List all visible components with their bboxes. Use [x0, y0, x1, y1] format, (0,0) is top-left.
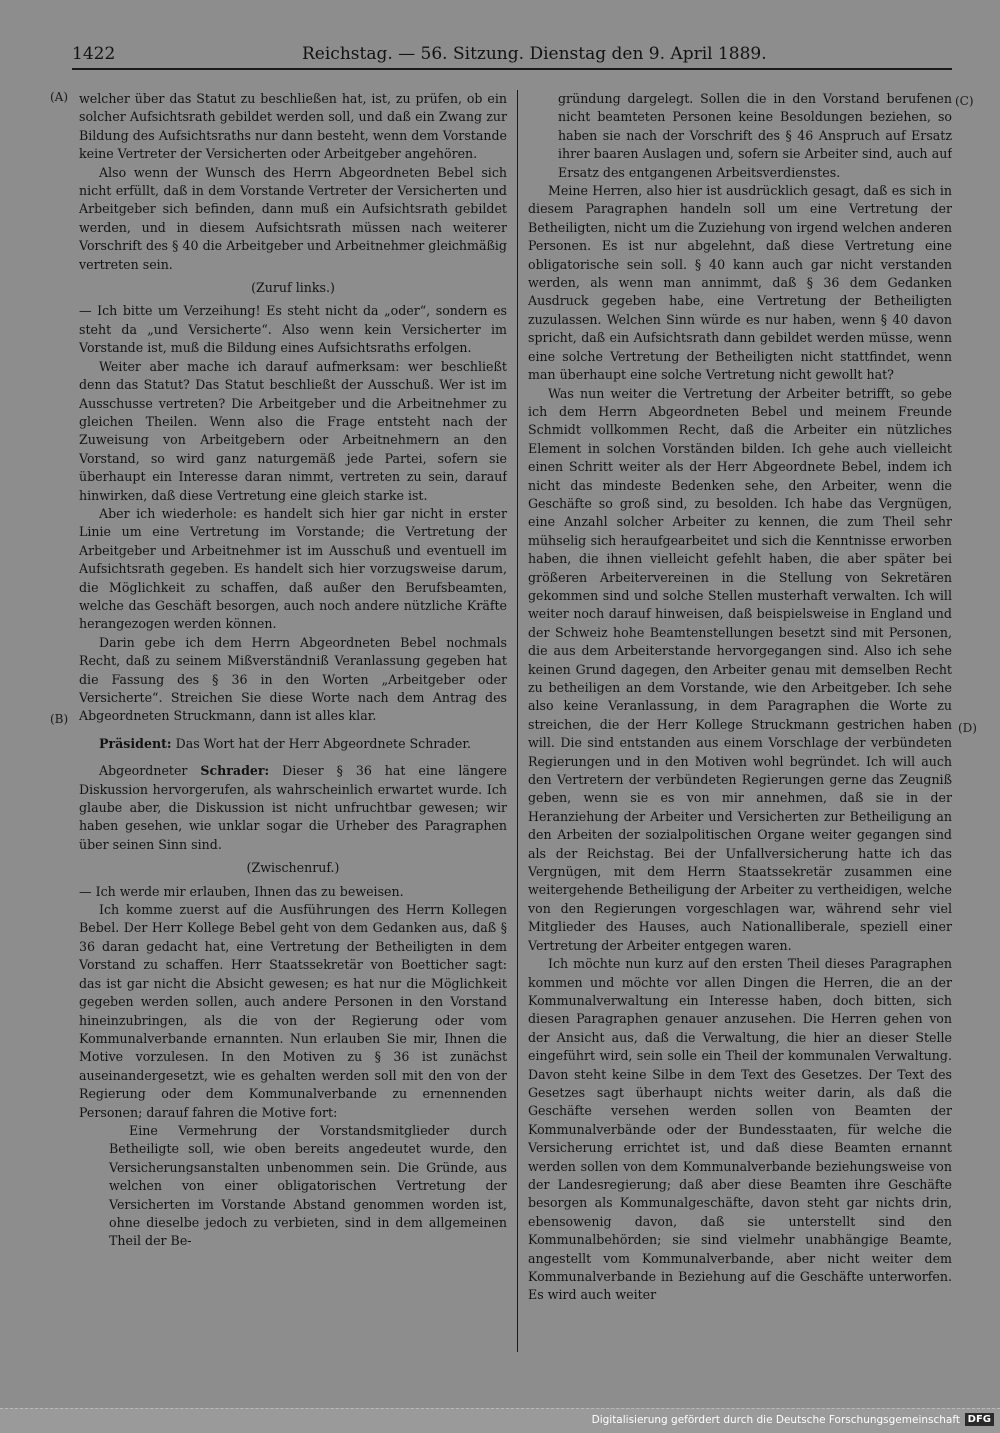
dfg-logo: DFG — [965, 1413, 994, 1426]
page-number: 1422 — [72, 44, 116, 64]
paragraph: Darin gebe ich dem Herrn Abgeordneten Bebel nochmals Recht, daß zu seinem Mißverständniß Veranlassung gegeben hat die Fassung des § 36 in den Worten „Arbeitgeber oder Versicherte“. Streichen Sie diese Worte nach dem Antrag des Abgeordneten Struckmann, dann ist alles klar. — [79, 634, 507, 724]
footer-bar — [0, 1408, 1000, 1433]
paragraph: Ich komme zuerst auf die Ausführungen des Herrn Kollegen Bebel. Der Herr Kollege Bebel geht von dem Gedanken aus, daß § 36 daran gedacht hat, eine Vertretung der Betheiligten in dem Vorstand zu schaffen. Herr Staatssekretär von Boetticher sagt: das ist gar nicht die Absicht gewesen; es hat nur die Möglichkeit gegeben werden sollen, auch andere Personen in den Vorstand hineinzubringen, als die von der Regierung oder vom Kommunalverbande ernannten. Nun erlauben Sie mir, Ihnen die Motive vorzulesen. In den Motiven zu § 36 ist zunächst auseinandergesetzt, wie es gehalten werden soll mit den von der Regierung oder dem Kommunalverbande zu ernennenden Personen; darauf fahren die Motive fort: — [79, 902, 507, 1120]
margin-marker-b: (B) — [50, 712, 69, 726]
paragraph: Was nun weiter die Vertretung der Arbeiter betrifft, so gebe ich dem Herrn Abgeordneten Bebel und meinem Freunde Schmidt vollkommen Recht, daß die Arbeiter ein nützliches Element in solchen Vorständen bilden. Ich gehe auch vielleicht einen Schritt weiter als der Herr Abgeordnete Bebel, indem ich nicht das mindeste Bedenken sehe, den Arbeiter, wenn die Geschäfte so groß sind, zu besolden. Ich habe das Vergnügen, eine Anzahl solcher Arbeiter zu kennen, die zum Theil sehr mühselig sich heraufgearbeitet und sich die Kenntnisse erworben haben, die ihnen vielleicht gefehlt haben, die aber später bei größeren Arbeitervereinen in die Stellung von Sekretären gekommen sind und solche Stellen musterhaft verwalten. Ich will weiter noch darauf hinweisen, daß beispielsweise in England und der Schweiz hohe Beamtenstellungen besetzt sind mit Personen, die aus dem Arbeiterstande hervorgegangen sind. Also ich sehe keinen Grund dagegen, den Arbeiter genau mit demselben Recht zu betheiligen an dem Vorstande, wie den Arbeitgeber. Ich sehe also keine Veranlassung, in dem Paragraphen die Worte zu streichen, die der Herr Kollege Struckmann gestrichen haben will. Die sind entstanden aus einem Vorschlage der verbündeten Regierungen und in den Motiven wohl begründet. Ich will auch den Vertretern der verbündeten Regierungen gerne das Zeugniß geben, wenn sie es von mir annehmen, daß sie in der Heranziehung der Arbeiter und Versicherten zur Betheiligung an den Arbeiten der sozialpolitischen Organe weiter gegangen sind als der Reichstag. Bei der Unfallversicherung hatte ich das Vergnügen, mit dem Herrn Staatssekretär zusammen eine weitergehende Betheiligung der Arbeiter zu vertheidigen, welche von den Regierungen vorgeschlagen war, während sehr viel Mitglieder des Hauses, auch Nationalliberale, speziell einer Vertretung der Arbeiter entgegen waren. — [528, 385, 952, 953]
paragraph: — Ich bitte um Verzeihung! Es steht nicht da „oder“, sondern es steht da „und Versicherte“. Also wenn kein Versicherter im Vorstande ist, muß die Bildung eines Aufsichtsraths erfolgen. — [79, 303, 507, 356]
page-header — [72, 40, 952, 70]
paragraph: Ich möchte nun kurz auf den ersten Theil dieses Paragraphen kommen und möchte vor allen Dingen die Herren, die an der Kommunalverwaltung ein Interesse haben, doch bitten, sich diesen Paragraphen genauer anzusehen. Die Herren gehen von der Ansicht aus, daß die Verwaltung, die hier an dieser Stelle eingeführt wird, sein solle ein Theil der kommunalen Verwaltung. Davon steht keine Silbe in dem Text des Gesetzes. Der Text des Gesetzes sagt überhaupt nichts weiter darin, als daß die Geschäfte versehen werden sollen von Beamten der Kommunalverbände oder der Bundesstaaten, für welche die Versicherung errichtet ist, und daß diese Beamten ernannt werden sollen von dem Kommunalverbande beziehungsweise von der Landesregierung; daß aber diese Beamten ihre Geschäfte besorgen als Kommunalgeschäfte, davon steht gar nichts drin, ebensowenig davon, daß sie unterstellt sind den Kommunalbehörden; sie sind vielmehr unabhängige Beamte, angestellt vom Kommunalverbande, aber nicht weiter dem Kommunalverbande in Beziehung auf die Geschäfte unterworfen. Es wird auch weiter — [528, 956, 952, 1303]
interjection: (Zwischenruf.) — [246, 860, 340, 876]
left-column — [79, 90, 507, 1360]
speaker-prefix: Abgeordneter — [99, 763, 201, 779]
digitization-credit: Digitalisierung gefördert durch die Deutsche Forschungsgemeinschaft — [591, 1414, 960, 1426]
speech-text: Dieser § 36 hat eine längere Diskussion hervorgerufen, als wahrscheinlich erwartet wurde. Ich glaube aber, die Diskussion ist nicht unfruchtbar gewesen; wir haben gesehen, wie unklar sogar die Urheber des Paragraphen über seinen Sinn sind. — [79, 763, 507, 852]
speaker-paragraph — [79, 762, 507, 854]
margin-marker-a: (A) — [50, 90, 69, 104]
running-title: Reichstag. — 56. Sitzung. Dienstag den 9. April 1889. — [302, 44, 767, 64]
paragraph: Also wenn der Wunsch des Herrn Abgeordneten Bebel sich nicht erfüllt, daß in dem Vorstande Vertreter der Versicherten und Arbeitgeber sich befinden, dann muß ein Aufsichtsrath gebildet werden, und in diesem Aufsichtsrath müssen nach weiterer Vorschrift des § 40 die Arbeitgeber und Arbeitnehmer gleichmäßig vertreten sein. — [79, 164, 507, 272]
speaker-paragraph — [79, 735, 507, 753]
speaker-name: Schrader: — [200, 763, 270, 779]
header-rule — [72, 68, 952, 70]
margin-marker-d: (D) — [958, 721, 977, 735]
margin-marker-c: (C) — [955, 94, 974, 108]
paragraph: — Ich werde mir erlauben, Ihnen das zu beweisen. — [79, 883, 404, 899]
quotation: Eine Vermehrung der Vorstandsmitglieder durch Betheiligte soll, wie oben bereits angedeutet wurde, den Versicherungsanstalten unbenommen sein. Die Gründe, aus welchen von einer obligatorischen Vertretung der Versicherten im Vorstande Abstand genommen worden ist, ohne dieselbe jedoch zu verbieten, sind in dem allgemeinen Theil der Be- — [109, 1122, 507, 1249]
interjection: (Zuruf links.) — [251, 280, 335, 296]
paragraph: welcher über das Statut zu beschließen hat, ist, zu prüfen, ob ein solcher Aufsichtsrath gebildet werden soll, und daß ein Zwang zur Bildung des Aufsichtsraths nur dann besteht, wenn dem Vorstande keine Vertreter der Versicherten oder Arbeitgeber angehören. — [79, 91, 507, 162]
column-divider — [517, 90, 518, 1352]
right-column — [528, 90, 952, 1360]
speech-text: Das Wort hat der Herr Abgeordnete Schrader. — [171, 735, 472, 751]
paragraph: Aber ich wiederhole: es handelt sich hier gar nicht in erster Linie um eine Vertretung im Vorstande; die Vertretung der Arbeitgeber und Arbeitnehmer ist im Ausschuß und eventuell im Aufsichtsrath gegeben. Es handelt sich hier vorzugsweise darum, die Möglichkeit zu schaffen, daß außer den Berufsbeamten, welche das Geschäft besorgen, auch noch andere nützliche Kräfte herangezogen werden können. — [79, 505, 507, 632]
paragraph: Meine Herren, also hier ist ausdrücklich gesagt, daß es sich in diesem Paragraphen handeln soll um eine Vertretung der Betheiligten, nicht um die Zuziehung von irgend welchen anderen Personen. Es ist nur abgelehnt, daß diese Vertretung eine obligatorische sein soll. § 40 kann auch gar nicht verstanden werden, als wenn man annimmt, daß § 36 dem Gedanken Ausdruck gegeben habe, eine Vertretung der Betheiligten zuzulassen. Welchen Sinn würde es nur haben, wenn § 40 davon spricht, daß ein Aufsichtsrath dann gebildet werden müsse, wenn eine solche Vertretung der Betheiligten nicht stattfindet, wenn man überhaupt eine solche Vertretung nicht gewollt hat? — [528, 183, 952, 383]
quotation-continued: gründung dargelegt. Sollen die in den Vorstand berufenen nicht beamteten Personen keine Besoldungen beziehen, so haben sie nach der Vorschrift des § 46 Anspruch auf Ersatz ihrer baaren Auslagen und, sofern sie Arbeiter sind, auch auf Ersatz des entgangenen Arbeitsverdienstes. — [558, 91, 952, 180]
speaker-name: Präsident: — [99, 735, 172, 751]
paragraph: Weiter aber mache ich darauf aufmerksam: wer beschließt denn das Statut? Das Statut beschließt der Ausschuß. Wer ist im Ausschusse vertreten? Die Arbeitgeber und die Arbeitnehmer zu gleichen Theilen. Wenn also die Frage entsteht nach der Zuweisung von Arbeitgebern oder Arbeitnehmern an den Vorstand, so wird ganz naturgemäß jede Partei, sofern sie überhaupt ein Interesse daran nimmt, vertreten zu sein, darauf hinwirken, daß diese Vertretung eine gleich starke ist. — [79, 358, 507, 503]
